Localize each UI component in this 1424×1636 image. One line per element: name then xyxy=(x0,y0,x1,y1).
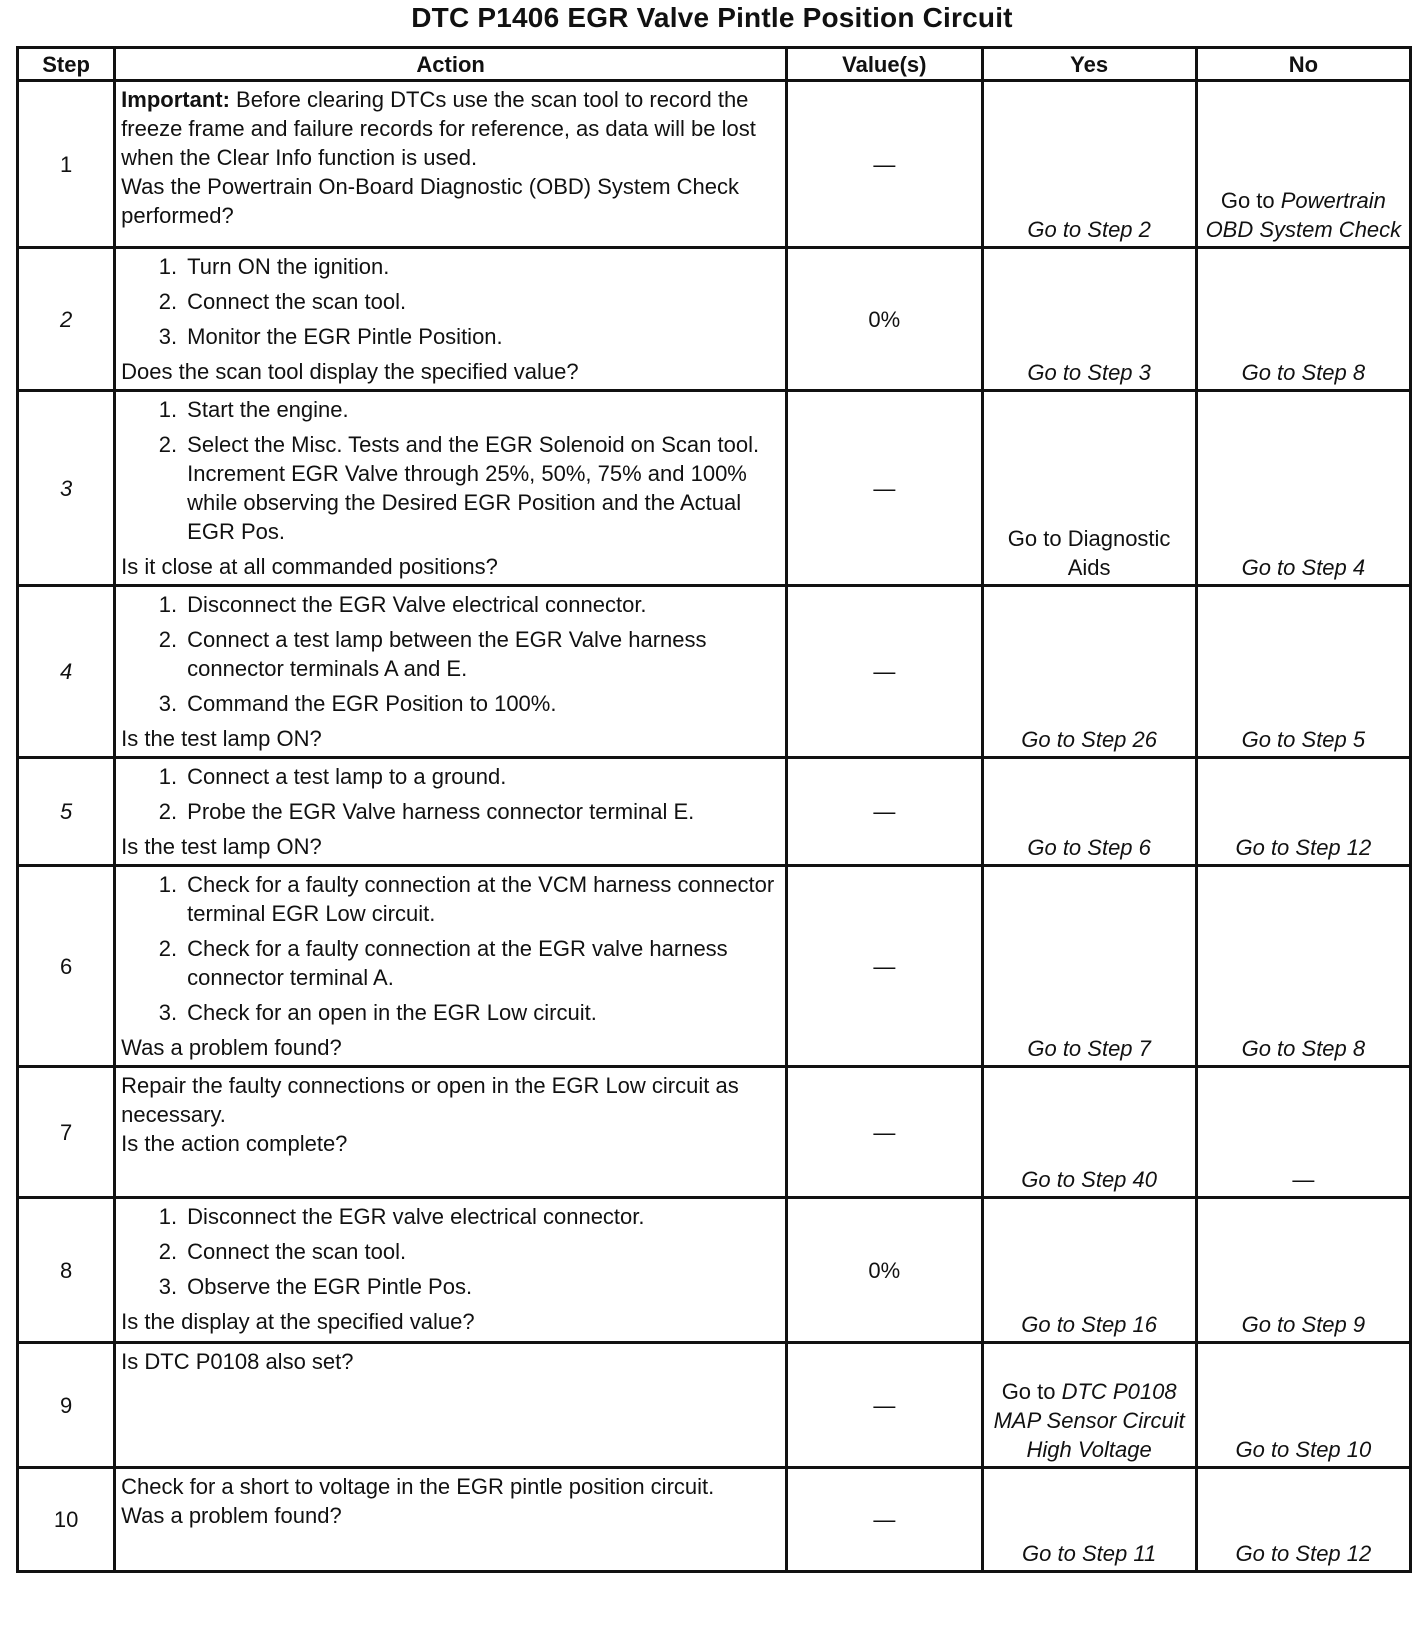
table-row xyxy=(18,81,1411,248)
yes-cell: Go to Step 3 xyxy=(982,248,1196,391)
action-cell xyxy=(115,866,787,1067)
value-cell: — xyxy=(787,1468,982,1572)
no-cell xyxy=(1196,81,1410,248)
action-step-item: 1. Disconnect the EGR Valve electrical connector. xyxy=(183,590,779,619)
no-cell: Go to Step 8 xyxy=(1196,866,1410,1067)
action-question: Is DTC P0108 also set? xyxy=(121,1349,354,1374)
yes-cell: Go to Step 11 xyxy=(982,1468,1196,1572)
yes-cell xyxy=(982,1343,1196,1468)
action-step-item: 3. Command the EGR Position to 100%. xyxy=(183,689,779,718)
action-cell xyxy=(115,81,787,248)
step-number: 2 xyxy=(18,248,115,391)
action-cell xyxy=(115,1468,787,1572)
action-step-item: 1. Turn ON the ignition. xyxy=(183,252,779,281)
header-values: Value(s) xyxy=(787,48,982,81)
step-number: 4 xyxy=(18,586,115,758)
step-number: 5 xyxy=(18,758,115,866)
header-action: Action xyxy=(115,48,787,81)
action-question: Is the test lamp ON? xyxy=(121,834,322,859)
action-step-item: 2. Select the Misc. Tests and the EGR Solenoid on Scan tool. Increment EGR Valve through 25%, 50%, 75% and 100% while observing the Desired EGR Position and the Actual EGR Pos. xyxy=(183,430,779,546)
action-step-item: 3. Monitor the EGR Pintle Position. xyxy=(183,322,779,351)
table-row xyxy=(18,1198,1411,1343)
no-prefix: Go to xyxy=(1220,188,1281,213)
no-cell: Go to Step 5 xyxy=(1196,586,1410,758)
action-step-item: 2. Connect the scan tool. xyxy=(183,1237,779,1266)
no-cell: Go to Step 4 xyxy=(1196,391,1410,586)
value-cell: — xyxy=(787,758,982,866)
step-number: 10 xyxy=(18,1468,115,1572)
value-cell: — xyxy=(787,586,982,758)
diagnostic-table xyxy=(16,46,1412,1573)
table-row xyxy=(18,248,1411,391)
no-cell: Go to Step 8 xyxy=(1196,248,1410,391)
action-cell xyxy=(115,758,787,866)
action-cell xyxy=(115,1067,787,1198)
header-yes: Yes xyxy=(982,48,1196,81)
yes-cell: Go to Step 7 xyxy=(982,866,1196,1067)
yes-cell: Go to Step 16 xyxy=(982,1198,1196,1343)
no-cell: Go to Step 10 xyxy=(1196,1343,1410,1468)
yes-link-text: DTC P0108 MAP Sensor Circuit High Voltage xyxy=(993,1379,1185,1462)
table-row xyxy=(18,866,1411,1067)
header-step: Step xyxy=(18,48,115,81)
action-question: Does the scan tool display the specified value? xyxy=(121,359,579,384)
action-step-item: 2. Connect the scan tool. xyxy=(183,287,779,316)
table-row xyxy=(18,391,1411,586)
yes-cell: Go to Step 40 xyxy=(982,1067,1196,1198)
action-question: Was a problem found? xyxy=(121,1035,342,1060)
page-title: DTC P1406 EGR Valve Pintle Position Circuit xyxy=(411,2,1013,33)
action-steps xyxy=(121,395,779,546)
action-question: Was a problem found? xyxy=(121,1503,342,1528)
table-row xyxy=(18,1067,1411,1198)
action-step-item: 1. Check for a faulty connection at the VCM harness connector terminal EGR Low circuit. xyxy=(183,870,779,928)
action-question: Was the Powertrain On-Board Diagnostic (OBD) System Check performed? xyxy=(121,174,740,228)
value-cell: 0% xyxy=(787,248,982,391)
action-step-item: 3. Observe the EGR Pintle Pos. xyxy=(183,1272,779,1301)
table-row xyxy=(18,1343,1411,1468)
action-step-item: 1. Start the engine. xyxy=(183,395,779,424)
action-steps xyxy=(121,1202,779,1301)
header-no: No xyxy=(1196,48,1410,81)
no-cell: Go to Step 12 xyxy=(1196,1468,1410,1572)
action-text: Repair the faulty connections or open in the EGR Low circuit as necessary. xyxy=(121,1073,739,1127)
action-steps xyxy=(121,590,779,718)
action-question: Is the action complete? xyxy=(121,1131,348,1156)
action-question: Is it close at all commanded positions? xyxy=(121,554,498,579)
action-steps xyxy=(121,870,779,1027)
value-cell: — xyxy=(787,866,982,1067)
value-cell: — xyxy=(787,1343,982,1468)
yes-prefix: Go to xyxy=(1001,1379,1062,1404)
step-number: 1 xyxy=(18,81,115,248)
action-text: Check for a short to voltage in the EGR pintle position circuit. xyxy=(121,1474,715,1499)
yes-cell: Go to Diagnostic Aids xyxy=(982,391,1196,586)
action-question: Is the test lamp ON? xyxy=(121,726,322,751)
action-step-item: 3. Check for an open in the EGR Low circuit. xyxy=(183,998,779,1027)
action-step-item: 1. Connect a test lamp to a ground. xyxy=(183,762,779,791)
table-row xyxy=(18,758,1411,866)
table-row xyxy=(18,586,1411,758)
action-text xyxy=(121,85,779,172)
yes-cell: Go to Step 2 xyxy=(982,81,1196,248)
action-steps xyxy=(121,762,779,826)
value-cell: — xyxy=(787,81,982,248)
step-number: 3 xyxy=(18,391,115,586)
action-cell xyxy=(115,1198,787,1343)
action-step-item: 2. Probe the EGR Valve harness connector terminal E. xyxy=(183,797,779,826)
step-number: 6 xyxy=(18,866,115,1067)
value-cell: — xyxy=(787,1067,982,1198)
yes-cell: Go to Step 26 xyxy=(982,586,1196,758)
important-label: Important: xyxy=(121,87,230,112)
table-header-row xyxy=(18,48,1411,81)
no-cell: Go to Step 9 xyxy=(1196,1198,1410,1343)
no-cell: Go to Step 12 xyxy=(1196,758,1410,866)
no-cell: — xyxy=(1196,1067,1410,1198)
action-step-item: 2. Connect a test lamp between the EGR Valve harness connector terminals A and E. xyxy=(183,625,779,683)
step-number: 7 xyxy=(18,1067,115,1198)
action-cell xyxy=(115,248,787,391)
step-number: 8 xyxy=(18,1198,115,1343)
action-step-item: 1. Disconnect the EGR valve electrical connector. xyxy=(183,1202,779,1231)
value-cell: — xyxy=(787,391,982,586)
action-intro: Before clearing DTCs use the scan tool to record the freeze frame and failure records for reference, as data will be lost when the Clear Info function is used. xyxy=(121,87,756,170)
action-question: Is the display at the specified value? xyxy=(121,1309,475,1334)
action-cell xyxy=(115,1343,787,1468)
step-number: 9 xyxy=(18,1343,115,1468)
yes-cell: Go to Step 6 xyxy=(982,758,1196,866)
value-cell: 0% xyxy=(787,1198,982,1343)
action-cell xyxy=(115,391,787,586)
no-link-text: Powertrain OBD System Check xyxy=(1205,188,1402,242)
table-row xyxy=(18,1468,1411,1572)
action-step-item: 2. Check for a faulty connection at the EGR valve harness connector terminal A. xyxy=(183,934,779,992)
action-steps xyxy=(121,252,779,351)
action-cell xyxy=(115,586,787,758)
